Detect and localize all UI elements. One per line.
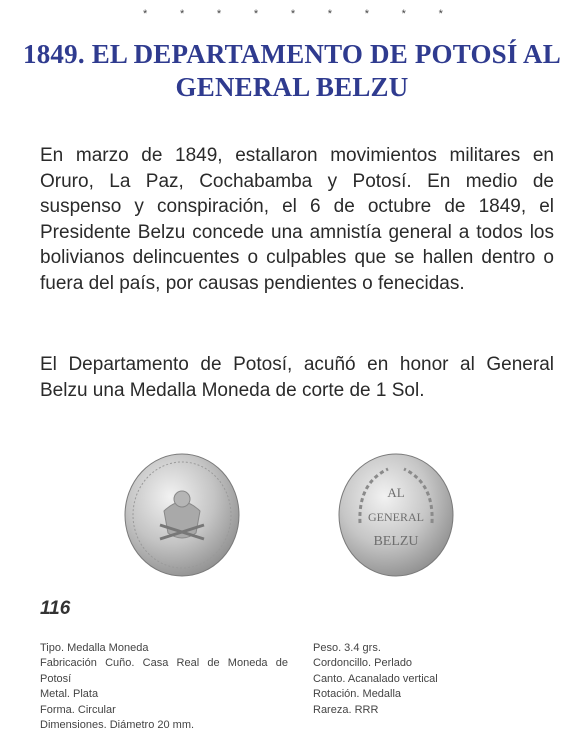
spec-item: Forma. Circular — [40, 703, 116, 716]
coin-legend-line-2: GENERAL — [368, 510, 424, 524]
star-icon: * — [364, 8, 369, 20]
spec-item: Peso. 3.4 grs. — [313, 642, 381, 654]
spec-item: Rareza. RRR — [313, 703, 379, 716]
star-icon: * — [438, 8, 443, 20]
star-icon: * — [327, 8, 333, 20]
decorative-stars — [143, 8, 443, 20]
coin-legend-line-3: BELZU — [373, 534, 419, 549]
spec-item: Dimensiones. Diámetro 20 mm. — [40, 719, 195, 732]
coin-obverse-image — [124, 453, 240, 577]
spec-item: Rotación. Medalla — [313, 688, 402, 701]
star-icon: * — [290, 8, 296, 20]
paragraph-medal: El Departamento de Potosí, acuñó en honor al General Belzu una Medalla Moneda de corte de 1 Sol. — [40, 354, 554, 401]
spec-item: Metal. Plata — [40, 688, 99, 701]
spec-item: Cordoncillo. Perlado — [313, 657, 413, 670]
specs-right-column — [313, 641, 553, 718]
specs-left-column — [40, 641, 288, 733]
star-icon: * — [253, 8, 259, 20]
coin-reverse-image — [338, 453, 454, 577]
page-title: 1849. EL DEPARTAMENTO DE POTOSÍ AL GENERAL BELZU — [23, 39, 561, 102]
star-icon: * — [143, 8, 148, 20]
star-icon: * — [401, 8, 406, 20]
page-number: 116 — [40, 598, 71, 619]
coin-legend-line-1: AL — [387, 485, 405, 500]
paragraph-history: En marzo de 1849, estallaron movimientos militares en Oruro, La Paz, Cochabamba y Potosí. En medio de suspenso y conspiración, el 6 de octubre de 1849, el Presidente Belzu concede una amnistía general a todos los bolivianos delincuentes o culpables que se hallen dentro o fuera del país, por causas pendientes o fenecidas. — [40, 145, 554, 294]
star-icon: * — [216, 8, 222, 20]
spec-item: Canto. Acanalado vertical — [313, 672, 438, 685]
spec-item: Fabricación Cuño. Casa Real de Moneda de Potosí — [40, 657, 288, 685]
star-icon: * — [179, 8, 185, 20]
spec-item: Tipo. Medalla Moneda — [40, 642, 149, 654]
